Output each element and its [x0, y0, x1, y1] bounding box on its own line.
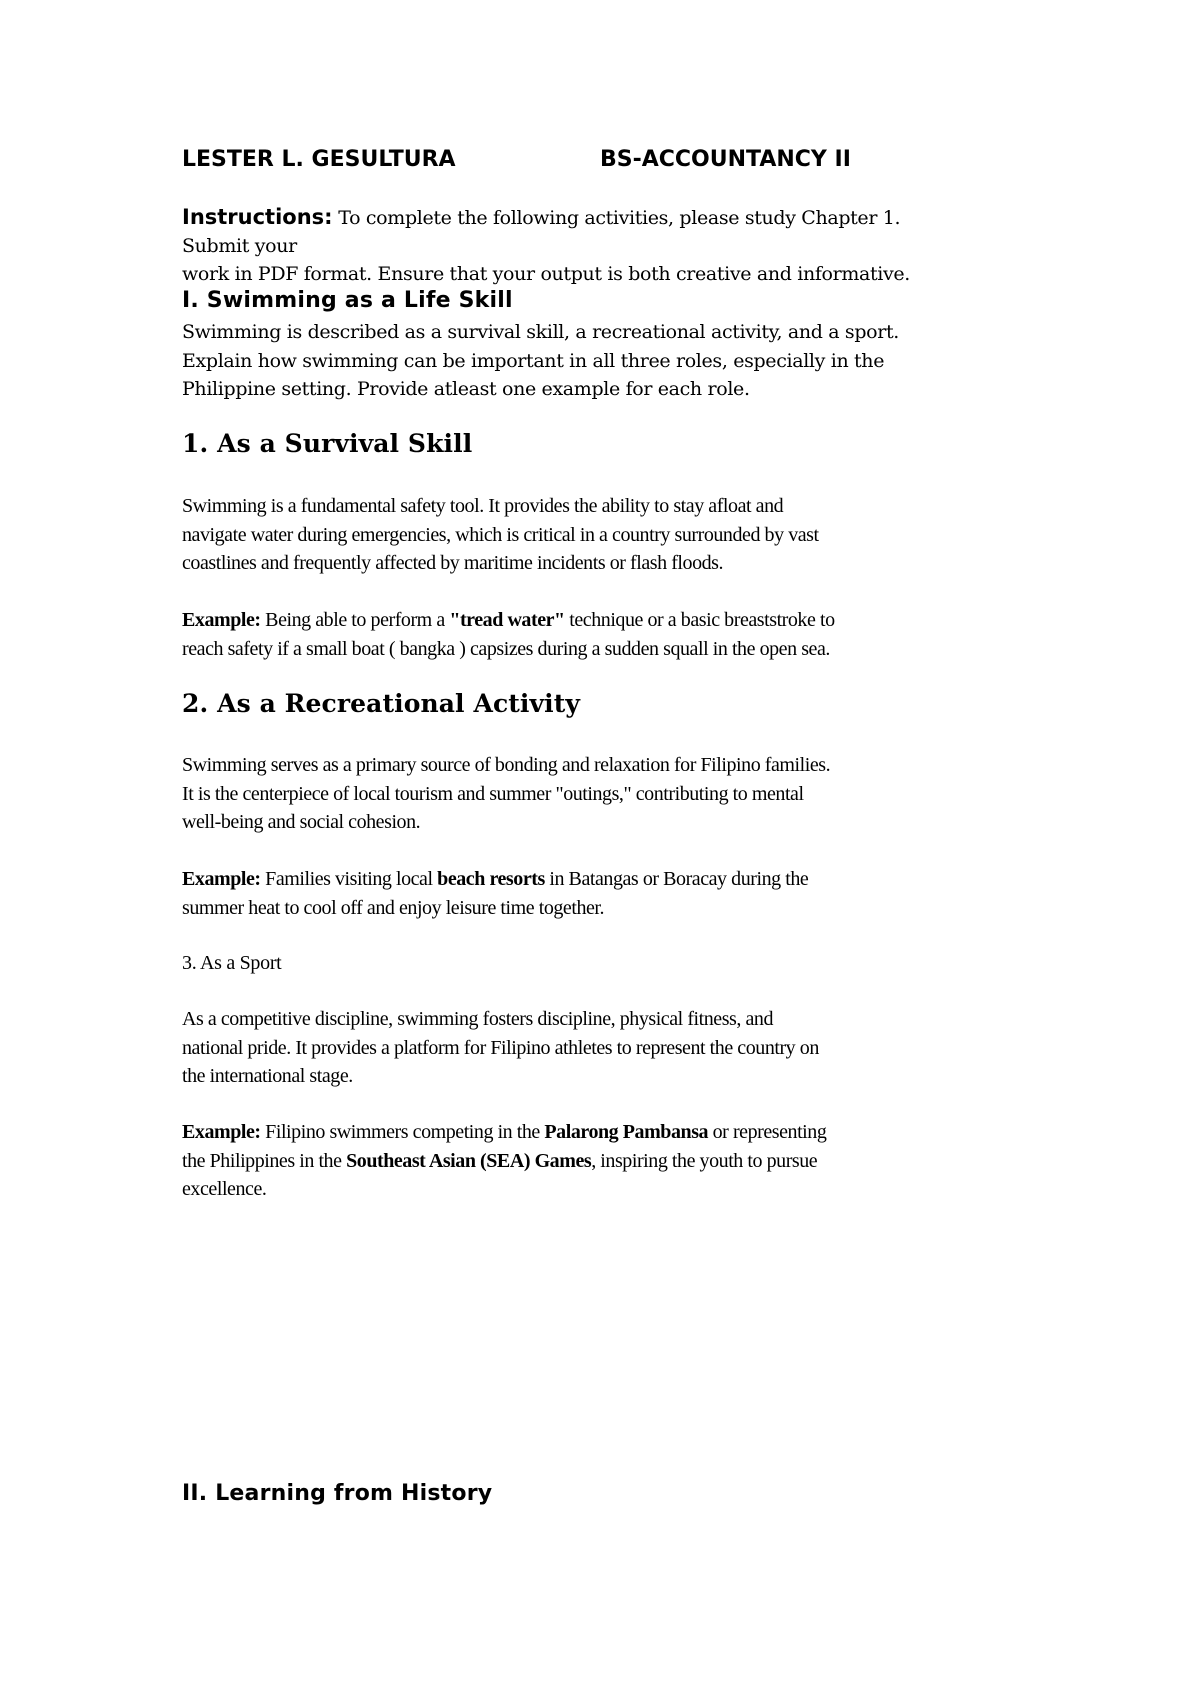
section-1-prompt-line-2: Explain how swimming can be important in all three roles, especially in the: [182, 349, 885, 372]
sport-heading: 3. As a Sport: [182, 952, 282, 974]
survival-example-label: Example:: [182, 609, 261, 631]
survival-example-line-1: [182, 606, 1032, 635]
sport-example-highlight-1: Palarong Pambansa: [544, 1121, 709, 1143]
recreational-example-text-2: in Batangas or Boracay during the: [544, 868, 809, 890]
sport-example-highlight-2: Southeast Asian (SEA) Games: [346, 1149, 592, 1172]
instructions-line-2: Submit your: [182, 235, 297, 257]
sport-example-text-4: , inspiring the youth to pursue: [591, 1149, 818, 1172]
sport-body-line-3: the international stage.: [182, 1065, 353, 1087]
survival-body: [182, 492, 1032, 578]
sport-body-line-2: national pride. It provides a platform for Filipino athletes to represent the country on: [182, 1036, 819, 1059]
survival-example-line-2: reach safety if a small boat ( bangka ) capsizes during a sudden squall in the open sea.: [182, 637, 830, 660]
recreational-body-line-3: well-being and social cohesion.: [182, 811, 421, 833]
survival-example-text-1: Being able to perform a: [260, 609, 450, 631]
sport-example: [182, 1118, 1032, 1204]
instructions-line-1: [182, 203, 1032, 232]
instructions-line-3: work in PDF format. Ensure that your output is both creative and informative.: [182, 263, 910, 285]
sport-body-line-1: As a competitive discipline, swimming fosters discipline, physical fitness, and: [182, 1008, 774, 1030]
sport-body: [182, 1005, 1032, 1091]
recreational-example-text-1: Families visiting local: [260, 868, 438, 890]
recreational-example-label: Example:: [182, 868, 261, 890]
section-1-title: I. Swimming as a Life Skill: [182, 288, 513, 313]
student-program: BS-ACCOUNTANCY II: [600, 147, 851, 172]
survival-heading: 1. As a Survival Skill: [182, 429, 473, 458]
section-1-prompt-line-3: Philippine setting. Provide atleast one example for each role.: [182, 378, 750, 400]
instructions-label: Instructions:: [182, 205, 333, 229]
recreational-example: [182, 865, 1032, 922]
sport-example-label: Example:: [182, 1121, 261, 1143]
survival-example: [182, 606, 1032, 663]
survival-body-line-3: coastlines and frequently affected by maritime incidents or flash floods.: [182, 552, 724, 574]
sport-example-text-1: Filipino swimmers competing in the: [260, 1121, 545, 1143]
sport-example-line-3: excellence.: [182, 1178, 267, 1200]
recreational-example-line-1: [182, 865, 1032, 894]
survival-body-line-2: navigate water during emergencies, which is critical in a country surrounded by vast: [182, 523, 819, 546]
recreational-body-line-2: It is the centerpiece of local tourism and summer "outings," contributing to mental: [182, 782, 804, 805]
recreational-example-highlight: beach resorts: [437, 868, 545, 890]
survival-example-highlight: "tread water": [449, 609, 565, 631]
survival-example-text-2: technique or a basic breaststroke to: [564, 609, 835, 631]
survival-body-line-1: Swimming is a fundamental safety tool. It provides the ability to stay afloat and: [182, 495, 784, 517]
sport-example-text-3: the Philippines in the: [182, 1149, 347, 1172]
recreational-heading: 2. As a Recreational Activity: [182, 689, 581, 718]
document-header: [182, 146, 1032, 174]
section-2-title: II. Learning from History: [182, 1481, 493, 1506]
recreational-example-line-2: summer heat to cool off and enjoy leisure time together.: [182, 896, 605, 919]
student-name: LESTER L. GESULTURA: [182, 147, 456, 172]
recreational-body-line-1: Swimming serves as a primary source of bonding and relaxation for Filipino families.: [182, 754, 831, 776]
sport-example-line-2: [182, 1147, 1032, 1176]
section-1-prompt: [182, 318, 1032, 404]
section-1-prompt-line-1: Swimming is described as a survival skill, a recreational activity, and a sport.: [182, 321, 899, 343]
sport-example-text-2: or representing: [708, 1121, 827, 1143]
recreational-body: [182, 751, 1032, 837]
instructions-block: [182, 203, 1032, 288]
sport-example-line-1: [182, 1118, 1032, 1147]
instructions-text-1: To complete the following activities, please study Chapter 1.: [332, 207, 901, 229]
